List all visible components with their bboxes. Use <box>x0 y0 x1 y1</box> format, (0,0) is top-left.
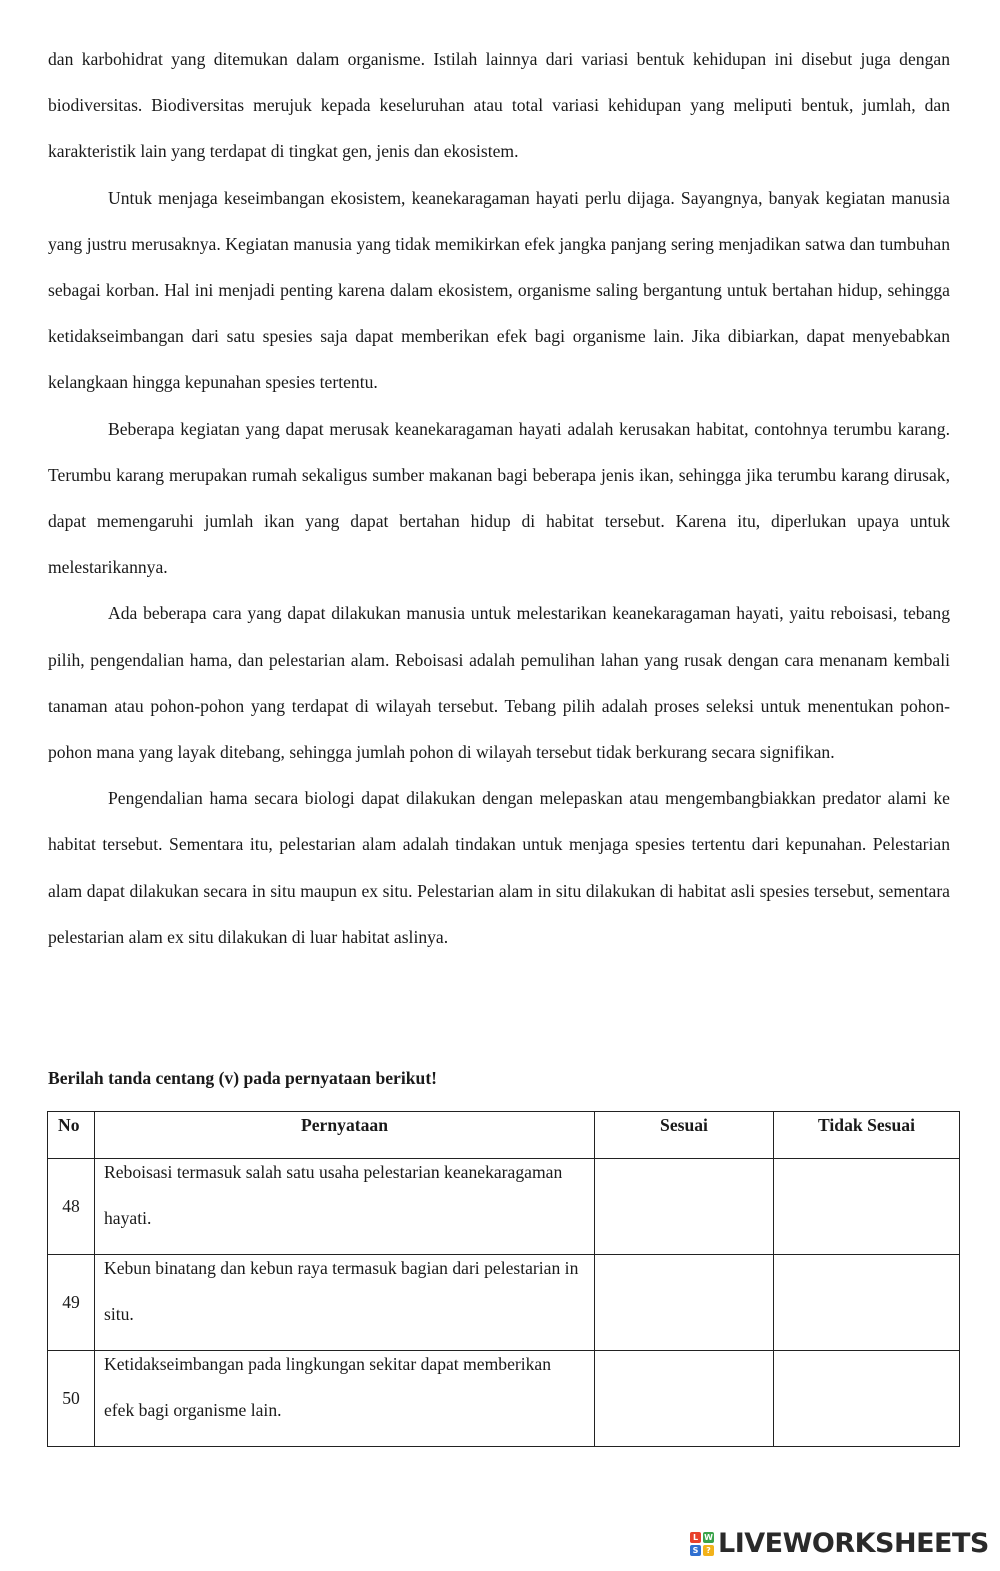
header-disagree: Tidak Sesuai <box>774 1112 960 1159</box>
row-statement-text: Kebun binatang dan kebun raya termasuk bagian dari pelestarian in situ. <box>104 1258 579 1324</box>
answer-cell-disagree[interactable] <box>774 1255 960 1351</box>
row-number: 48 <box>48 1159 95 1255</box>
header-no: No <box>48 1112 95 1159</box>
row-number: 49 <box>48 1255 95 1351</box>
liveworksheets-logo <box>690 1528 989 1559</box>
row-statement-text: Ketidakseimbangan pada lingkungan sekitar dapat memberikan efek bagi organisme lain. <box>104 1354 552 1420</box>
paragraph-2: Untuk menjaga keseimbangan ekosistem, keanekaragaman hayati perlu dijaga. Sayangnya, banyak kegiatan manusia yang justru merusaknya. Kegiatan manusia yang tidak memikirkan efek jangka panjang sering menjadikan satwa dan tumbuhan sebagai korban. Hal ini menjadi penting karena dalam ekosistem, organisme saling bergantung untuk bertahan hidup, sehingga ketidakseimbangan dari satu spesies saja dapat memberikan efek bagi organisme lain. Jika dibiarkan, dapat menyebabkan kelangkaan hingga kepunahan spesies tertentu. <box>48 187 950 393</box>
table-row <box>48 1351 960 1447</box>
paragraph-1: dan karbohidrat yang ditemukan dalam organisme. Istilah lainnya dari variasi bentuk kehidupan ini disebut juga dengan biodiversitas. Biodiversitas merujuk kepada keseluruhan atau total variasi kehidupan yang meliputi bentuk, jumlah, dan karakteristik lain yang terdapat di tingkat gen, jenis dan ekosistem. <box>48 49 950 162</box>
logo-square-l: L <box>690 1532 701 1543</box>
answer-cell-agree[interactable] <box>595 1351 774 1447</box>
instruction-heading: Berilah tanda centang (v) pada pernyataan berikut! <box>48 1068 438 1088</box>
table-row <box>48 1159 960 1255</box>
row-statement <box>95 1255 595 1351</box>
answer-cell-agree[interactable] <box>595 1255 774 1351</box>
answer-cell-disagree[interactable] <box>774 1351 960 1447</box>
header-statement: Pernyataan <box>95 1112 595 1159</box>
logo-wordmark: LIVEWORKSHEETS <box>718 1528 989 1559</box>
table-row <box>48 1255 960 1351</box>
row-statement <box>95 1351 595 1447</box>
statement-table <box>47 1111 960 1447</box>
answer-cell-agree[interactable] <box>595 1159 774 1255</box>
paragraph-3: Beberapa kegiatan yang dapat merusak keanekaragaman hayati adalah kerusakan habitat, contohnya terumbu karang. Terumbu karang merupakan rumah sekaligus sumber makanan bagi beberapa jenis ikan, sehingga jika terumbu karang dirusak, dapat memengaruhi jumlah ikan yang dapat bertahan hidup di habitat tersebut. Karena itu, diperlukan upaya untuk melestarikannya. <box>48 418 950 578</box>
paragraph-5: Pengendalian hama secara biologi dapat dilakukan dengan melepaskan atau mengembangbiakkan predator alami ke habitat tersebut. Sementara itu, pelestarian alam adalah tindakan untuk menjaga spesies tertentu dari kepunahan. Pelestarian alam dapat dilakukan secara in situ maupun ex situ. Pelestarian alam in situ dilakukan di habitat asli spesies tersebut, sementara pelestarian alam ex situ dilakukan di luar habitat aslinya. <box>48 788 950 947</box>
logo-square-s: S <box>690 1545 701 1556</box>
header-agree: Sesuai <box>595 1112 774 1159</box>
row-statement-text: Reboisasi termasuk salah satu usaha pelestarian keanekaragaman hayati. <box>104 1162 563 1228</box>
logo-square-q: ? <box>703 1545 714 1556</box>
reading-passage <box>48 36 950 960</box>
row-statement <box>95 1159 595 1255</box>
liveworksheets-logo-icon <box>690 1532 714 1556</box>
logo-square-w: W <box>704 1532 713 1542</box>
answer-cell-disagree[interactable] <box>774 1159 960 1255</box>
paragraph-4: Ada beberapa cara yang dapat dilakukan manusia untuk melestarikan keanekaragaman hayati, yaitu reboisasi, tebang pilih, pengendalian hama, dan pelestarian alam. Reboisasi adalah pemulihan lahan yang rusak dengan cara menanam kembali tanaman atau pohon-pohon yang terdapat di wilayah tersebut. Tebang pilih adalah proses seleksi untuk menentukan pohon-pohon mana yang layak ditebang, sehingga jumlah pohon di wilayah tersebut tidak berkurang secara signifikan. <box>48 603 950 763</box>
row-number: 50 <box>48 1351 95 1447</box>
